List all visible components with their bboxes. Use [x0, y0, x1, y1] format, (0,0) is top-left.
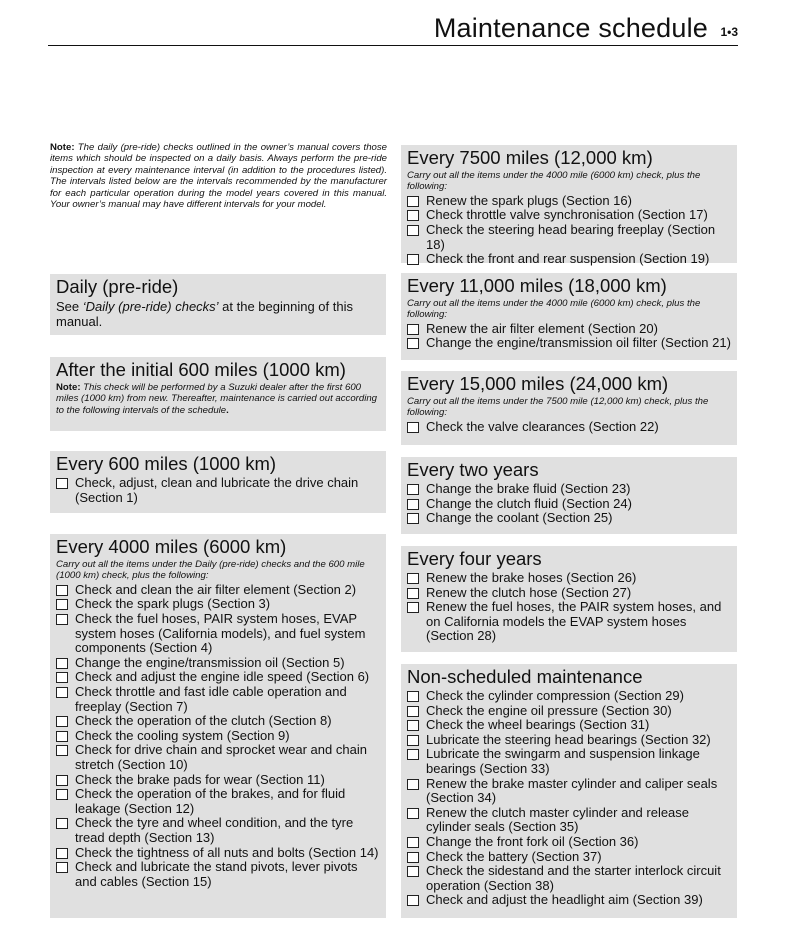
item-text: Check the cooling system (Section 9)	[75, 727, 290, 743]
checkbox[interactable]	[56, 862, 68, 873]
item-text: Check the wheel bearings (Section 31)	[426, 717, 650, 733]
list-item	[56, 476, 380, 505]
list-item	[407, 194, 731, 209]
list-item	[407, 208, 731, 223]
checkbox[interactable]	[56, 658, 68, 669]
list-item	[56, 714, 380, 729]
checkbox[interactable]	[407, 499, 419, 510]
item-text: Check the operation of the brakes, and for fluid leakage (Section 12)	[75, 786, 346, 816]
list-item	[407, 704, 731, 719]
list-item	[407, 806, 731, 835]
every-4000-note: Carry out all the items under the Daily (pre-ride) checks and the 600 mile (1000 km) check, plus the following:	[56, 559, 365, 582]
checkbox[interactable]	[407, 735, 419, 746]
non-scheduled-section	[401, 664, 737, 918]
item-text: Change the front fork oil (Section 36)	[426, 833, 639, 849]
every-7500-section	[401, 145, 737, 267]
checkbox[interactable]	[56, 585, 68, 596]
item-text: Renew the brake hoses (Section 26)	[426, 570, 637, 585]
item-text: Change the coolant (Section 25)	[426, 510, 613, 526]
list-item	[56, 743, 380, 772]
checkbox[interactable]	[407, 895, 419, 906]
item-text: Check and adjust the headlight aim (Section 39)	[426, 892, 703, 908]
item-text: Lubricate the steering head bearings (Section 32)	[426, 731, 711, 747]
checkbox[interactable]	[407, 691, 419, 702]
checkbox[interactable]	[407, 808, 419, 819]
checkbox[interactable]	[407, 324, 419, 335]
checkbox[interactable]	[56, 614, 68, 625]
item-text: Change the brake fluid (Section 23)	[426, 481, 631, 496]
item-text: Renew the clutch hose (Section 27)	[426, 584, 632, 600]
list-item	[56, 729, 380, 744]
list-item	[407, 850, 731, 865]
list-item	[56, 773, 380, 788]
item-text: Check and clean the air filter element (Section 2)	[75, 581, 357, 597]
list-item	[56, 670, 380, 685]
list-item	[407, 322, 731, 337]
item-text: Check throttle valve synchronisation (Section 17)	[426, 207, 708, 223]
list-item	[407, 223, 731, 252]
item-text: Check the tightness of all nuts and bolts (Section 14)	[75, 844, 379, 860]
checkbox[interactable]	[56, 818, 68, 829]
item-text: Change the engine/transmission oil (Section 5)	[75, 654, 345, 670]
every-15000-note: Carry out all the items under the 7500 mile (12,000 km) check, plus the following:	[407, 396, 709, 419]
item-text: Change the clutch fluid (Section 24)	[426, 495, 632, 511]
checkbox[interactable]	[56, 731, 68, 742]
list-item	[407, 586, 731, 601]
every-7500-title: Every 7500 miles (12,000 km)	[407, 147, 653, 168]
four-years-title: Every four years	[407, 548, 542, 569]
item-text: Check and lubricate the stand pivots, lever pivots and cables (Section 15)	[75, 859, 358, 889]
intro-note-text: The daily (pre-ride) checks outlined in the owner’s manual covers those items which should be inspected on a daily basis. Always perform the pre-ride inspection at every maintenance interval (in addition to the procedures listed). The intervals listed below are the intervals recommended by the manufacturer for each particular operation during the model years covered in this manual. Your owner’s manual may have different intervals for your model.	[50, 142, 387, 211]
four-years-section	[401, 546, 737, 652]
checkbox[interactable]	[56, 716, 68, 727]
checkbox[interactable]	[407, 422, 419, 433]
intro-note-label: Note:	[50, 142, 75, 153]
initial-600-title: After the initial 600 miles (1000 km)	[56, 359, 346, 380]
list-item	[56, 612, 380, 656]
checkbox[interactable]	[407, 852, 419, 863]
item-text: Check the engine oil pressure (Section 30)	[426, 702, 672, 718]
checkbox[interactable]	[407, 720, 419, 731]
every-600-section	[50, 451, 386, 513]
initial-600-note-label: Note:	[56, 382, 81, 393]
two-years-list	[407, 482, 731, 526]
initial-600-note-text: This check will be performed by a Suzuki dealer after the first 600 miles (1000 km) from new. Thereafter, maintenance is carried out according to the following intervals of the schedule	[56, 382, 378, 416]
initial-600-section	[50, 357, 386, 431]
checkbox[interactable]	[56, 745, 68, 756]
item-text: Check the valve clearances (Section 22)	[426, 418, 659, 434]
daily-title: Daily (pre-ride)	[56, 276, 179, 297]
item-text: Change the engine/transmission oil filter (Section 21)	[426, 335, 731, 351]
every-600-title: Every 600 miles (1000 km)	[56, 453, 277, 474]
checkbox[interactable]	[407, 706, 419, 717]
checkbox[interactable]	[407, 196, 419, 207]
every-11000-title: Every 11,000 miles (18,000 km)	[407, 275, 667, 296]
every-7500-note: Carry out all the items under the 4000 mile (6000 km) check, plus the following:	[407, 170, 701, 193]
daily-text	[56, 299, 380, 329]
initial-600-note-end: .	[226, 404, 229, 416]
list-item	[407, 252, 731, 267]
list-item	[56, 860, 380, 889]
daily-section	[50, 274, 386, 335]
checkbox[interactable]	[407, 837, 419, 848]
list-item	[56, 787, 380, 816]
list-item	[407, 497, 731, 512]
item-text: Check the brake pads for wear (Section 11)	[75, 771, 325, 787]
item-text: Check the steering head bearing freeplay (Section 18)	[426, 222, 716, 252]
item-text: Check the front and rear suspension (Section 19)	[426, 251, 710, 267]
page-number: 1•3	[720, 25, 738, 39]
list-item	[407, 571, 731, 586]
list-item	[56, 816, 380, 845]
item-text: Check the fuel hoses, PAIR system hoses, EVAP system hoses (California models), and fuel system components (Section 4)	[75, 611, 366, 656]
item-text: Renew the spark plugs (Section 16)	[426, 192, 632, 208]
item-text: Check the tyre and wheel condition, and the tyre tread depth (Section 13)	[75, 815, 354, 845]
four-years-list	[407, 571, 731, 644]
item-text: Check throttle and fast idle cable operation and freeplay (Section 7)	[75, 683, 347, 714]
daily-text-em: ‘Daily (pre-ride) checks’	[82, 299, 219, 314]
item-text: Check for drive chain and sprocket wear and chain stretch (Section 10)	[75, 742, 367, 772]
item-text: Renew the brake master cylinder and caliper seals (Section 34)	[426, 775, 718, 806]
checkbox[interactable]	[407, 602, 419, 613]
list-item	[56, 656, 380, 671]
item-text: Lubricate the swingarm and suspension linkage bearings (Section 33)	[426, 746, 700, 776]
checkbox[interactable]	[56, 478, 68, 489]
checkbox[interactable]	[407, 779, 419, 790]
intro-note	[50, 142, 387, 210]
every-11000-note: Carry out all the items under the 4000 mile (6000 km) check, plus the following:	[407, 298, 701, 321]
item-text: Check the sidestand and the starter interlock circuit operation (Section 38)	[426, 863, 721, 893]
checkbox[interactable]	[56, 687, 68, 698]
list-item	[407, 511, 731, 526]
every-4000-title: Every 4000 miles (6000 km)	[56, 536, 287, 557]
every-15000-list	[407, 420, 731, 435]
every-11000-list	[407, 322, 731, 351]
every-15000-section	[401, 371, 737, 445]
every-4000-section	[50, 534, 386, 918]
daily-text-after: at the beginning of this manual.	[56, 299, 353, 329]
list-item	[407, 420, 731, 435]
list-item	[56, 583, 380, 598]
checkbox[interactable]	[56, 599, 68, 610]
two-years-title: Every two years	[407, 459, 539, 480]
every-7500-list	[407, 194, 731, 267]
item-text: Check, adjust, clean and lubricate the drive chain (Section 1)	[75, 475, 359, 505]
list-item	[407, 482, 731, 497]
list-item	[407, 600, 731, 644]
list-item	[56, 685, 380, 714]
item-text: Check the spark plugs (Section 3)	[75, 596, 271, 612]
initial-600-note	[56, 382, 380, 416]
checkbox[interactable]	[56, 848, 68, 859]
checkbox[interactable]	[407, 210, 419, 221]
checkbox[interactable]	[407, 513, 419, 524]
checkbox[interactable]	[407, 573, 419, 584]
item-text: Check the operation of the clutch (Section 8)	[75, 713, 332, 729]
page-header	[48, 10, 738, 46]
list-item	[407, 336, 731, 351]
checkbox[interactable]	[56, 775, 68, 786]
daily-text-before: See	[56, 299, 83, 314]
non-scheduled-list	[407, 689, 731, 908]
checkbox[interactable]	[407, 254, 419, 265]
item-text: Check and adjust the engine idle speed (Section 6)	[75, 669, 370, 685]
checkbox[interactable]	[407, 749, 419, 760]
list-item	[407, 689, 731, 704]
list-item	[56, 846, 380, 861]
checkbox[interactable]	[56, 789, 68, 800]
item-text: Check the battery (Section 37)	[426, 848, 602, 864]
item-text: Renew the clutch master cylinder and release cylinder seals (Section 35)	[426, 804, 690, 835]
list-item	[407, 747, 731, 776]
item-text: Check the cylinder compression (Section 29)	[426, 688, 684, 703]
every-600-list	[56, 476, 380, 505]
non-scheduled-title: Non-scheduled maintenance	[407, 666, 643, 687]
every-15000-title: Every 15,000 miles (24,000 km)	[407, 373, 669, 394]
list-item	[407, 864, 731, 893]
every-4000-list	[56, 583, 380, 889]
checkbox[interactable]	[56, 672, 68, 683]
list-item	[407, 893, 731, 908]
list-item	[56, 597, 380, 612]
item-text: Renew the air filter element (Section 20)	[426, 320, 658, 336]
checkbox[interactable]	[407, 588, 419, 599]
list-item	[407, 777, 731, 806]
page-title: Maintenance schedule	[433, 13, 708, 43]
list-item	[407, 733, 731, 748]
item-text: Renew the fuel hoses, the PAIR system hoses, and on California models the EVAP system hoses (Section 28)	[426, 599, 722, 644]
list-item	[407, 835, 731, 850]
checkbox[interactable]	[407, 484, 419, 495]
two-years-section	[401, 457, 737, 534]
checkbox[interactable]	[407, 338, 419, 349]
every-11000-section	[401, 273, 737, 360]
checkbox[interactable]	[407, 225, 419, 236]
list-item	[407, 718, 731, 733]
checkbox[interactable]	[407, 866, 419, 877]
